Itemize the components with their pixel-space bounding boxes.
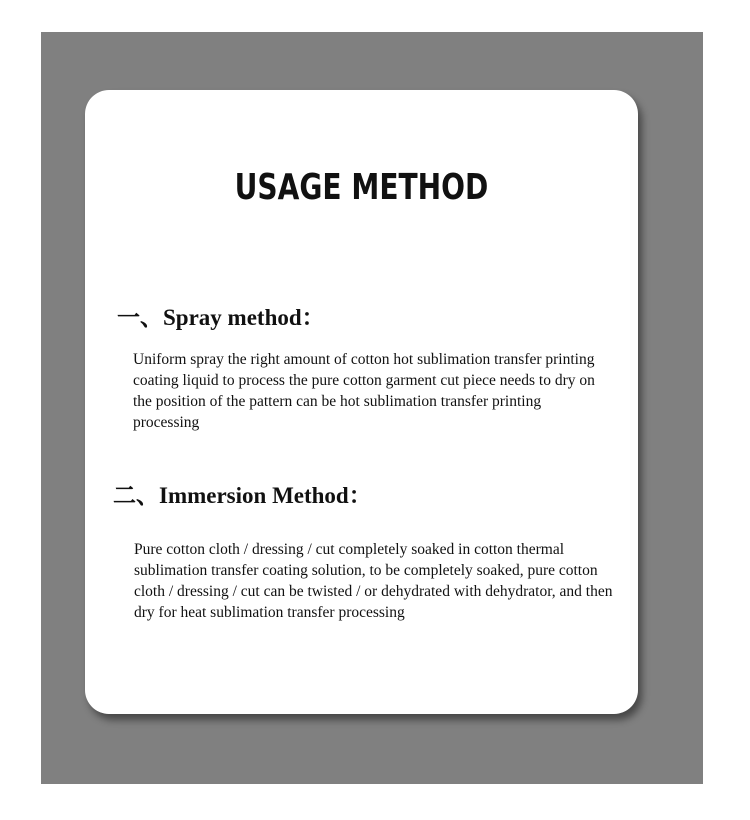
usage-method-card [85, 90, 638, 714]
spray-method-description: Uniform spray the right amount of cotton hot sublimation transfer printing coating liquid to process the pure cotton garment cut piece needs to dry on the position of the pattern can be hot sublimation transfer printing processing [133, 351, 595, 431]
immersion-method-description: Pure cotton cloth / dressing / cut completely soaked in cotton thermal sublimation transfer coating solution, to be completely soaked, pure cotton cloth / dressing / cut can be twisted / or dehydrated with dehydrator, and then dry for heat sublimation transfer processing [134, 541, 613, 621]
spray-method-heading: 一、Spray method： [117, 305, 325, 330]
immersion-method-heading: 二、Immersion Method： [113, 483, 372, 508]
page-title: USAGE METHOD [234, 167, 489, 208]
